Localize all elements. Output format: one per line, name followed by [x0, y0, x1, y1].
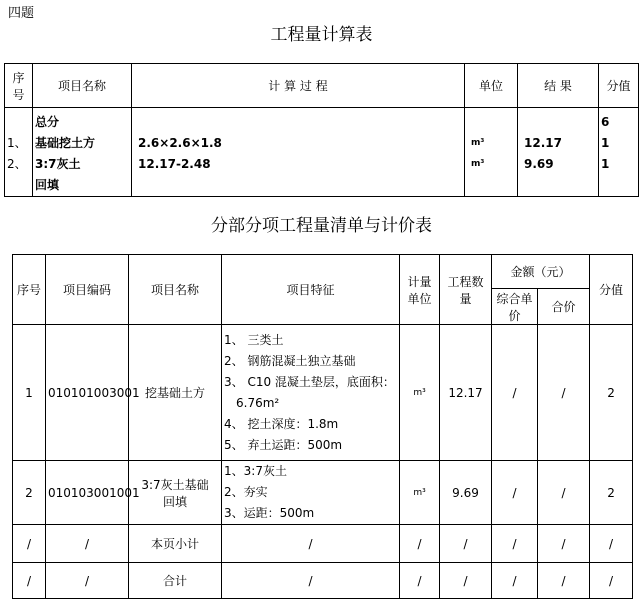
calc-process-1: 2.6×2.6×1.8 [138, 136, 222, 150]
calc-table-title: 工程量计算表 [270, 25, 373, 45]
bill-header-code: 项目编码 [46, 255, 129, 325]
bill-row1-features [222, 325, 400, 461]
subtotal-unit-price: / [492, 525, 538, 563]
bill-header-feature: 项目特征 [222, 255, 400, 325]
total-score: / [590, 563, 633, 599]
calc-header-seq: 序号 [5, 64, 33, 108]
total-code: / [46, 563, 129, 599]
total-unit-price: / [492, 563, 538, 599]
calc-score-1: 1 [601, 136, 610, 150]
subtotal-qty: / [440, 525, 492, 563]
calc-table [4, 63, 639, 197]
feature-line: 3、运距：500m [224, 506, 315, 520]
total-seq: / [13, 563, 46, 599]
bill-row1-unit-price: / [492, 325, 538, 461]
total-label: 合计 [129, 563, 222, 599]
total-feature: / [222, 563, 400, 599]
calc-score-2: 1 [601, 157, 610, 171]
calc-name-2: 3:7灰土 [35, 157, 81, 171]
calc-score-cell [599, 108, 639, 197]
bill-row1-name: 挖基础土方 [129, 325, 222, 461]
subtotal-total-price: / [538, 525, 590, 563]
calc-unit-2: m³ [471, 159, 485, 169]
bill-header-unit: 计量单位 [400, 255, 440, 325]
calc-result-1: 12.17 [524, 136, 562, 150]
calc-header-unit: 单位 [465, 64, 518, 108]
bill-row1-code: 010101003001 [46, 325, 129, 461]
bill-row1-unit: m³ [400, 325, 440, 461]
bill-row2-features [222, 461, 400, 525]
bill-row2-qty: 9.69 [440, 461, 492, 525]
bill-row2-total-price: / [538, 461, 590, 525]
total-qty: / [440, 563, 492, 599]
feature-line: 2、 钢筋混凝土独立基础 [224, 353, 356, 368]
bill-row1-qty: 12.17 [440, 325, 492, 461]
subtotal-feature: / [222, 525, 400, 563]
feature-line: 4、 挖土深度：1.8m [224, 416, 339, 431]
calc-process-2: 12.17-2.48 [138, 157, 211, 171]
subtotal-unit: / [400, 525, 440, 563]
feature-line: 1、 三类土 [224, 332, 284, 347]
bill-row2-name: 3:7灰土基础回填 [129, 461, 222, 525]
calc-name-2b: 回填 [35, 178, 60, 192]
calc-header-score: 分值 [599, 64, 639, 108]
bill-header-score: 分值 [590, 255, 633, 325]
bill-header-unit-price: 综合单价 [492, 289, 538, 325]
bill-row1-score: 2 [590, 325, 633, 461]
subtotal-code: / [46, 525, 129, 563]
bill-header-name: 项目名称 [129, 255, 222, 325]
calc-seq-cell [5, 108, 33, 197]
total-unit: / [400, 563, 440, 599]
calc-name-1: 基础挖土方 [35, 136, 96, 150]
bill-header-seq: 序号 [13, 255, 46, 325]
bill-row2-score: 2 [590, 461, 633, 525]
subtotal-score: / [590, 525, 633, 563]
calc-process-cell [132, 108, 465, 197]
calc-unit-1: m³ [471, 138, 485, 148]
subtotal-seq: / [13, 525, 46, 563]
bill-header-qty: 工程数量 [440, 255, 492, 325]
feature-line: 2、夯实 [224, 485, 268, 499]
bill-row1-seq: 1 [13, 325, 46, 461]
bill-row1-total-price: / [538, 325, 590, 461]
feature-line: 3、 C10 混凝土垫层，底面积： [224, 374, 395, 389]
calc-result-cell [518, 108, 599, 197]
bill-table-title: 分部分项工程量清单与计价表 [211, 216, 432, 236]
bill-row2-code: 010103001001 [46, 461, 129, 525]
section-heading: 四题 [8, 6, 35, 21]
calc-result-2: 9.69 [524, 157, 554, 171]
calc-total-score: 6 [601, 115, 610, 129]
calc-seq-1: 1、 [7, 136, 27, 150]
bill-header-total-price: 合价 [538, 289, 590, 325]
feature-line: 5、 弃土运距：500m [224, 437, 343, 452]
calc-unit-cell [465, 108, 518, 197]
bill-row2-unit: m³ [400, 461, 440, 525]
bill-header-amount: 金额（元） [492, 255, 590, 289]
total-total-price: / [538, 563, 590, 599]
calc-header-name: 项目名称 [33, 64, 132, 108]
feature-line: 1、3:7灰土 [224, 464, 287, 478]
bill-table [12, 254, 633, 599]
feature-line: 6.76m² [236, 395, 280, 410]
bill-row2-unit-price: / [492, 461, 538, 525]
calc-name-cell [33, 108, 132, 197]
subtotal-label: 本页小计 [129, 525, 222, 563]
calc-seq-2: 2、 [7, 157, 27, 171]
calc-total-label: 总分 [35, 115, 60, 129]
bill-row2-seq: 2 [13, 461, 46, 525]
calc-header-result: 结 果 [518, 64, 599, 108]
calc-header-process: 计 算 过 程 [132, 64, 465, 108]
